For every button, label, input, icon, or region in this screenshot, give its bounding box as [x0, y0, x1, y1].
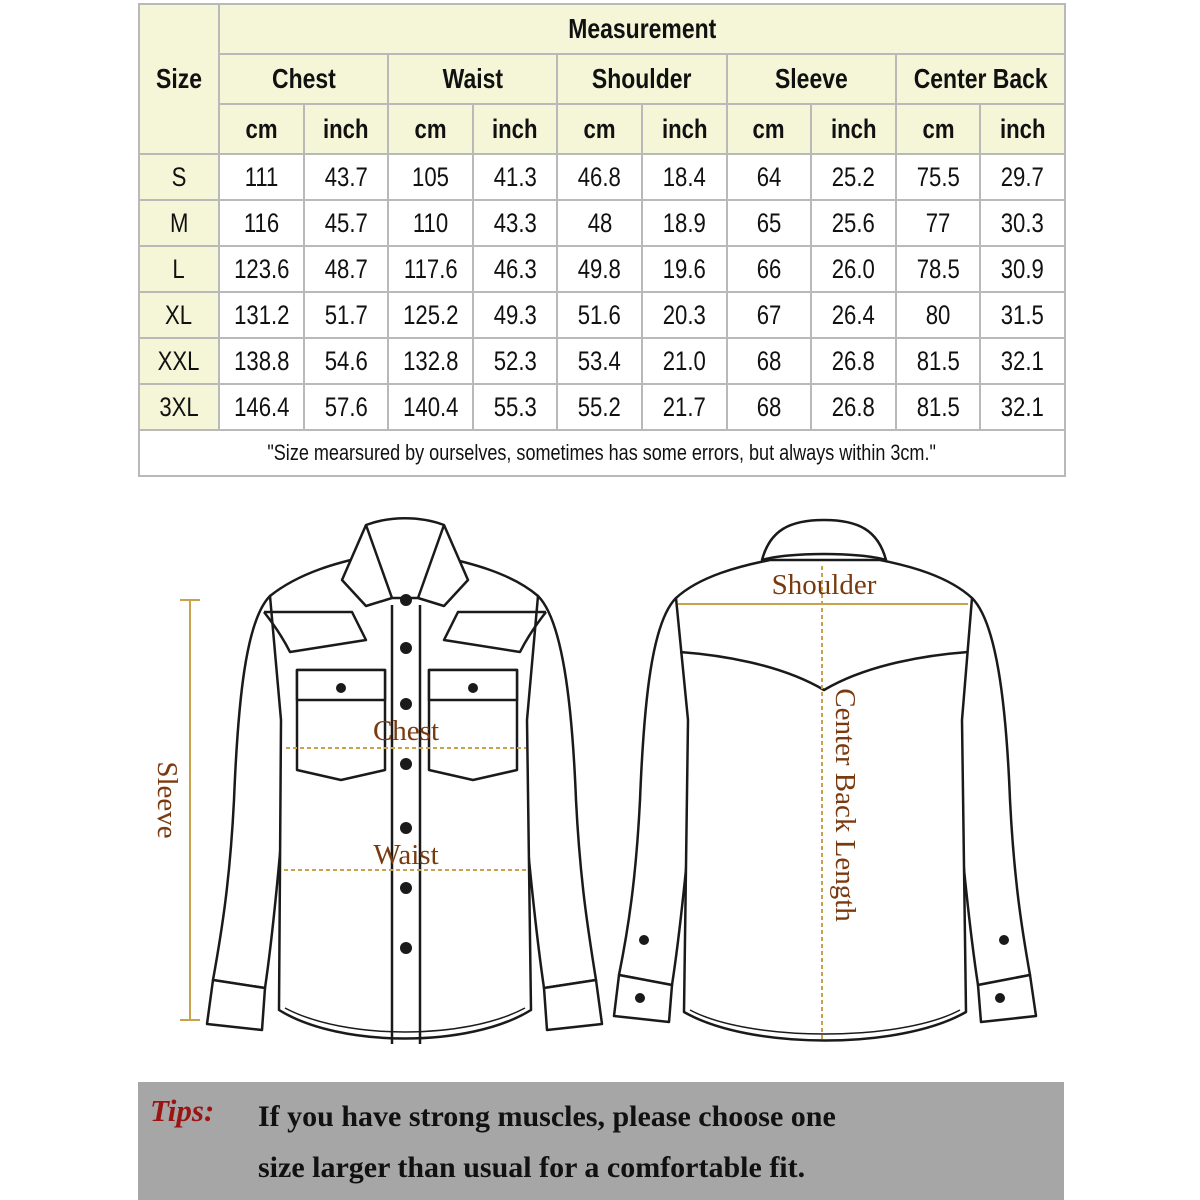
cell-value: 80 — [925, 299, 951, 330]
tips-text-line-1: If you have strong muscles, please choose one — [258, 1100, 836, 1133]
table-cell — [473, 384, 558, 430]
size-label-cell — [139, 154, 219, 200]
size-label: L — [172, 253, 186, 284]
cell-value: 32.1 — [1001, 345, 1045, 376]
table-cell — [980, 200, 1065, 246]
cell-value: 65 — [756, 207, 782, 238]
table-cell — [642, 292, 727, 338]
table-cell — [811, 246, 896, 292]
cell-value: 81.5 — [916, 345, 960, 376]
cell-value: 46.8 — [578, 161, 622, 192]
cell-value: 51.6 — [578, 299, 622, 330]
cell-value: 31.5 — [1001, 299, 1045, 330]
cell-value: 68 — [756, 345, 782, 376]
size-label: XXL — [158, 345, 200, 376]
table-cell — [557, 338, 642, 384]
cell-value: 75.5 — [916, 161, 960, 192]
cell-value: 46.3 — [493, 253, 537, 284]
table-row — [139, 154, 1065, 200]
measurement-note-text: "Size mearsured by ourselves, sometimes has some errors, but always within 3cm." — [267, 440, 937, 465]
size-label-cell — [139, 200, 219, 246]
unit-header-label: cm — [414, 113, 447, 144]
front-body — [270, 556, 538, 1039]
group-header-label: Chest — [271, 63, 336, 94]
table-cell — [304, 384, 389, 430]
table-cell — [388, 200, 473, 246]
table-cell — [896, 384, 981, 430]
cell-value: 55.3 — [493, 391, 537, 422]
back-body — [676, 560, 972, 1041]
measurement-header — [219, 4, 1065, 54]
cell-value: 26.8 — [831, 391, 876, 422]
size-label: XL — [165, 299, 193, 330]
table-cell — [557, 154, 642, 200]
cell-value: 66 — [756, 253, 782, 284]
table-cell — [727, 200, 812, 246]
unit-header-label: cm — [752, 113, 785, 144]
table-cell — [642, 200, 727, 246]
unit-header-cm — [557, 104, 642, 154]
group-header-label: Waist — [442, 63, 503, 94]
cell-value: 110 — [412, 207, 449, 238]
table-cell — [557, 200, 642, 246]
cell-value: 21.7 — [662, 391, 706, 422]
cell-value: 77 — [925, 207, 951, 238]
cell-value: 25.2 — [831, 161, 876, 192]
cell-value: 25.6 — [831, 207, 876, 238]
size-label: M — [169, 207, 189, 238]
cell-value: 131.2 — [233, 299, 289, 330]
table-cell — [557, 292, 642, 338]
table-cell — [896, 200, 981, 246]
cell-value: 81.5 — [916, 391, 960, 422]
cell-value: 57.6 — [324, 391, 368, 422]
table-cell — [896, 154, 981, 200]
size-label-cell — [139, 384, 219, 430]
unit-header-label: cm — [245, 113, 278, 144]
cell-value: 132.8 — [402, 345, 459, 376]
cell-value: 49.8 — [578, 253, 622, 284]
cell-value: 30.3 — [1001, 207, 1045, 238]
table-cell — [219, 154, 304, 200]
group-header-sleeve — [727, 54, 896, 104]
group-header-chest — [219, 54, 388, 104]
tips-text-line-2: size larger than usual for a comfortable fit. — [258, 1151, 806, 1184]
table-cell — [811, 200, 896, 246]
table-cell — [473, 246, 558, 292]
waist-label: Waist — [373, 839, 439, 871]
cell-value: 67 — [756, 299, 782, 330]
back-collar — [762, 520, 886, 560]
table-cell — [727, 338, 812, 384]
cell-value: 41.3 — [493, 161, 537, 192]
cell-value: 32.1 — [1001, 391, 1045, 422]
group-header-label: Sleeve — [774, 63, 848, 94]
table-cell — [304, 246, 389, 292]
cell-value: 30.9 — [1001, 253, 1045, 284]
table-cell — [727, 246, 812, 292]
table-cell — [304, 200, 389, 246]
size-label-cell — [139, 292, 219, 338]
size-label-cell — [139, 338, 219, 384]
cell-value: 43.3 — [493, 207, 537, 238]
table-cell — [388, 384, 473, 430]
cell-value: 116 — [243, 207, 279, 238]
group-header-center-back — [896, 54, 1065, 104]
measurement-header-label: Measurement — [567, 13, 716, 44]
unit-header-cm — [219, 104, 304, 154]
unit-header-inch — [811, 104, 896, 154]
table-cell — [811, 384, 896, 430]
cell-value: 48 — [587, 207, 612, 238]
unit-header-label: inch — [492, 113, 538, 144]
table-cell — [896, 246, 981, 292]
table-cell — [473, 200, 558, 246]
cell-value: 21.0 — [662, 345, 706, 376]
cell-value: 19.6 — [662, 253, 706, 284]
table-cell — [473, 338, 558, 384]
size-label: 3XL — [159, 391, 199, 422]
table-cell — [219, 292, 304, 338]
front-right-cuff — [544, 980, 602, 1030]
table-row — [139, 338, 1065, 384]
unit-header-label: inch — [830, 113, 877, 144]
front-collar — [342, 518, 468, 606]
chest-label: Chest — [372, 715, 440, 747]
table-cell — [304, 154, 389, 200]
table-row — [139, 200, 1065, 246]
unit-header-inch — [473, 104, 558, 154]
cell-value: 140.4 — [402, 391, 459, 422]
unit-header-row — [139, 104, 1065, 154]
cell-value: 26.8 — [831, 345, 876, 376]
size-label-cell — [139, 246, 219, 292]
group-header-label: Shoulder — [592, 63, 692, 94]
unit-header-inch — [304, 104, 389, 154]
center-back-label: Center Back Length — [829, 688, 861, 922]
table-cell — [980, 338, 1065, 384]
group-header-waist — [388, 54, 557, 104]
size-label: S — [171, 161, 187, 192]
cell-value: 51.7 — [324, 299, 368, 330]
cell-value: 105 — [412, 161, 449, 192]
table-cell — [219, 338, 304, 384]
table-cell — [388, 292, 473, 338]
cell-value: 26.0 — [831, 253, 876, 284]
unit-header-cm — [896, 104, 981, 154]
table-cell — [811, 292, 896, 338]
cell-value: 78.5 — [916, 253, 960, 284]
table-cell — [304, 338, 389, 384]
table-cell — [557, 384, 642, 430]
tips-label: Tips: — [150, 1093, 215, 1128]
cell-value: 53.4 — [578, 345, 622, 376]
sleeve-label: Sleeve — [151, 761, 183, 839]
cell-value: 117.6 — [403, 253, 458, 284]
cell-value: 43.7 — [324, 161, 368, 192]
group-header-label: Center Back — [913, 63, 1048, 94]
table-cell — [642, 154, 727, 200]
cell-value: 54.6 — [324, 345, 368, 376]
cell-value: 146.4 — [233, 391, 289, 422]
group-header-row — [139, 54, 1065, 104]
cell-value: 18.9 — [662, 207, 706, 238]
table-cell — [388, 154, 473, 200]
table-cell — [980, 292, 1065, 338]
cell-value: 45.7 — [324, 207, 368, 238]
table-cell — [219, 384, 304, 430]
unit-header-label: cm — [583, 113, 616, 144]
table-cell — [980, 384, 1065, 430]
cell-value: 18.4 — [662, 161, 706, 192]
table-cell — [980, 154, 1065, 200]
table-cell — [811, 154, 896, 200]
cell-value: 48.7 — [324, 253, 368, 284]
unit-header-label: cm — [922, 113, 955, 144]
table-cell — [727, 154, 812, 200]
group-header-shoulder — [557, 54, 726, 104]
table-cell — [896, 338, 981, 384]
size-header-label: Size — [156, 63, 202, 94]
measurement-note — [139, 430, 1065, 476]
table-cell — [473, 292, 558, 338]
table-row — [139, 246, 1065, 292]
cell-value: 52.3 — [493, 345, 537, 376]
table-cell — [811, 338, 896, 384]
cell-value: 68 — [756, 391, 782, 422]
cell-value: 29.7 — [1001, 161, 1045, 192]
size-chart-table — [138, 3, 1066, 477]
table-cell — [304, 292, 389, 338]
table-cell — [219, 246, 304, 292]
table-cell — [388, 338, 473, 384]
cell-value: 123.6 — [233, 253, 289, 284]
unit-header-label: inch — [323, 113, 369, 144]
cell-value: 64 — [756, 161, 782, 192]
shirt-diagram — [0, 490, 1200, 1080]
table-cell — [727, 292, 812, 338]
unit-header-cm — [388, 104, 473, 154]
table-cell — [642, 246, 727, 292]
front-left-cuff — [207, 980, 265, 1030]
table-cell — [473, 154, 558, 200]
unit-header-cm — [727, 104, 812, 154]
cell-value: 26.4 — [831, 299, 876, 330]
unit-header-label: inch — [661, 113, 708, 144]
table-row — [139, 384, 1065, 430]
cell-value: 20.3 — [662, 299, 706, 330]
cell-value: 138.8 — [233, 345, 289, 376]
table-row — [139, 292, 1065, 338]
table-cell — [642, 384, 727, 430]
table-cell — [388, 246, 473, 292]
cell-value: 125.2 — [402, 299, 459, 330]
unit-header-inch — [980, 104, 1065, 154]
cell-value: 55.2 — [578, 391, 622, 422]
table-cell — [980, 246, 1065, 292]
table-cell — [642, 338, 727, 384]
table-cell — [896, 292, 981, 338]
cell-value: 49.3 — [493, 299, 537, 330]
table-cell — [557, 246, 642, 292]
table-cell — [219, 200, 304, 246]
unit-header-inch — [642, 104, 727, 154]
unit-header-label: inch — [999, 113, 1046, 144]
cell-value: 111 — [244, 161, 279, 192]
size-header — [139, 4, 219, 154]
size-rows — [139, 154, 1065, 430]
table-cell — [727, 384, 812, 430]
shoulder-label: Shoulder — [771, 569, 877, 601]
